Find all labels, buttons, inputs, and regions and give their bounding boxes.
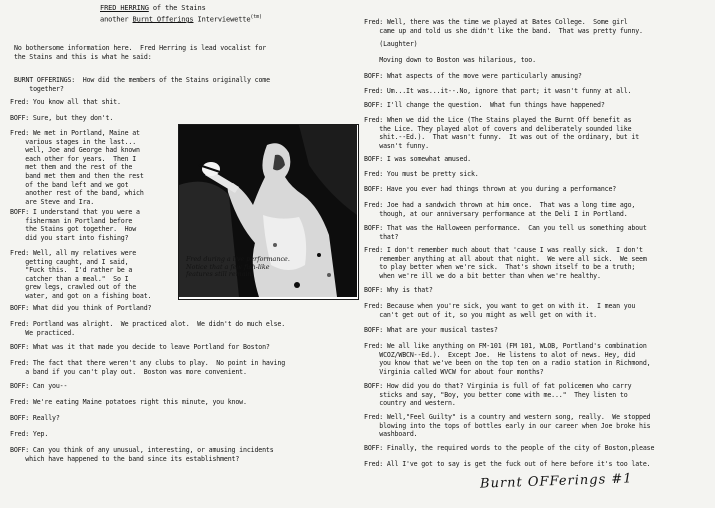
interview-paragraph: Fred: You must be pretty sick. xyxy=(364,170,479,178)
interview-paragraph: Fred: Because when you're sick, you want to get on with it. I mean you can't get out of it, so you might as well get on with it. xyxy=(364,302,636,319)
zine-name: Burnt Offerings xyxy=(132,15,194,24)
intro-paragraph: No bothersome information here. Fred Herring is lead vocalist for the Stains and this is what he said: xyxy=(14,44,267,61)
interview-paragraph: BOFF: What was it that made you decide to leave Portland for Boston? xyxy=(10,343,270,351)
interview-paragraph: BOFF: I'll change the question. What fun things have happened? xyxy=(364,101,605,109)
interview-paragraph: BOFF: Really? xyxy=(10,414,60,422)
interview-paragraph: BOFF: Can you-- xyxy=(10,382,68,390)
interview-paragraph: Fred: Well, there was the time we played at Bates College. Some girl came up and told us she didn't like the band. That was pretty funny. xyxy=(364,18,643,35)
interview-paragraph: Fred: Well, all my relatives were getting caught, and I said, "Fuck this. I'd rather be a catcher than a meal." So I grew legs, crawled out of the water, and got on a fishing boat. xyxy=(10,249,152,300)
interview-paragraph: BOFF: Have you ever had things thrown at you during a performance? xyxy=(364,185,617,193)
interview-paragraph: (Laughter) xyxy=(364,40,418,48)
interview-paragraph: Fred: I don't remember much about that 'cause I was really sick. I don't remember anything at all about that night. We were all sick. We seem to play better when we're sick. That's shown itself to be a truth; when we're ill we do a bit better than when we're healthy. xyxy=(364,246,647,280)
interview-paragraph: Fred: We're eating Maine potatoes right this minute, you know. xyxy=(10,398,247,406)
interview-paragraph: Moving down to Boston was hilarious, too. xyxy=(364,56,536,64)
interview-paragraph: BOFF: Sure, but they don't. xyxy=(10,114,114,122)
interview-paragraph: BOFF: That was the Halloween performance. Can you tell us something about that? xyxy=(364,224,647,241)
interview-paragraph: Fred: Um...It was...it--.No, ignore that part; it wasn't funny at all. xyxy=(364,87,632,95)
interview-paragraph: BOFF: What aspects of the move were particularly amusing? xyxy=(364,72,582,80)
interview-paragraph: Fred: You know all that shit. xyxy=(10,98,121,106)
interview-paragraph: BOFF: I was somewhat amused. xyxy=(364,155,471,163)
interview-paragraph: Fred: Yep. xyxy=(10,430,49,438)
interview-paragraph: BOFF: I understand that you were a fisherman in Portland before the Stains got together. How did you start into fishing? xyxy=(10,208,140,242)
interview-paragraph: BOFF: What did you think of Portland? xyxy=(10,304,152,312)
interview-paragraph: Fred: Well,"Feel Guilty" is a country and western song, really. We stopped blowing into the tops of bottles early in our career when Joe broke his washboard. xyxy=(364,413,651,439)
article-title: FRED HERRING of the Stains xyxy=(100,4,206,12)
interview-paragraph: BOFF: What are your musical tastes? xyxy=(364,326,498,334)
interview-paragraph: Fred: Portland was alright. We practiced alot. We didn't do much else. We practiced. xyxy=(10,320,286,337)
article-subtitle: another Burnt Offerings Interviewette$^{(tm)}$ xyxy=(100,14,262,24)
interview-paragraph: BURNT OFFERINGS: How did the members of the Stains originally come together? xyxy=(14,76,270,93)
interview-paragraph: BOFF: How did you do that? Virginia is full of fat policemen who carry sticks and say, "Boy, you better come with me..." They listen to country and western. xyxy=(364,382,632,408)
handwritten-issue-signature: Burnt OFFerings #1 xyxy=(479,471,633,492)
interviewee-name: FRED HERRING xyxy=(100,4,149,12)
interview-paragraph: BOFF: Finally, the required words to the people of the city of Boston,please xyxy=(364,444,655,452)
photo-caption: Fred during a live performance. Notice that a few fish-like features still remain. xyxy=(186,255,290,279)
interview-paragraph: Fred: All I've got to say is get the fuck out of here before it's too late. xyxy=(364,460,651,468)
live-performance-photo xyxy=(178,124,359,300)
interview-paragraph: Fred: The fact that there weren't any clubs to play. No point in having a band if you can't play out. Boston was more convenient. xyxy=(10,359,286,376)
interview-paragraph: BOFF: Can you think of any unusual, interesting, or amusing incidents which have happened to the band since its establishment? xyxy=(10,446,274,463)
interview-paragraph: Fred: We all like anything on FM-101 (FM 101, WLOB, Portland's combination WCOZ/WBCN--Ed.). Except Joe. He listens to alot of news. Hey, did you know that we've been on the top ten on a radio station in Richmond, Virginia called WVCW for about four months? xyxy=(364,342,651,376)
interview-paragraph: Fred: Joe had a sandwich thrown at him once. That was a long time ago, though, at our anniversary performance at the Deli I in Portland. xyxy=(364,201,636,218)
interview-paragraph: Fred: When we did the Lice (The Stains played the Burnt Off benefit as the Lice. They played alot of covers and deliberately sounded like shit.--Ed.). That wasn't funny. It was out of the ordinary, but it wasn't funny. xyxy=(364,116,640,150)
interview-paragraph: BOFF: Why is that? xyxy=(364,286,433,294)
interview-paragraph: Fred: We met in Portland, Maine at various stages in the last... well, Joe and George had known each other for years. Then I met them and the rest of the band met them and then the rest of the band left and we got another rest of the band, which are Steve and Ira. xyxy=(10,129,144,206)
